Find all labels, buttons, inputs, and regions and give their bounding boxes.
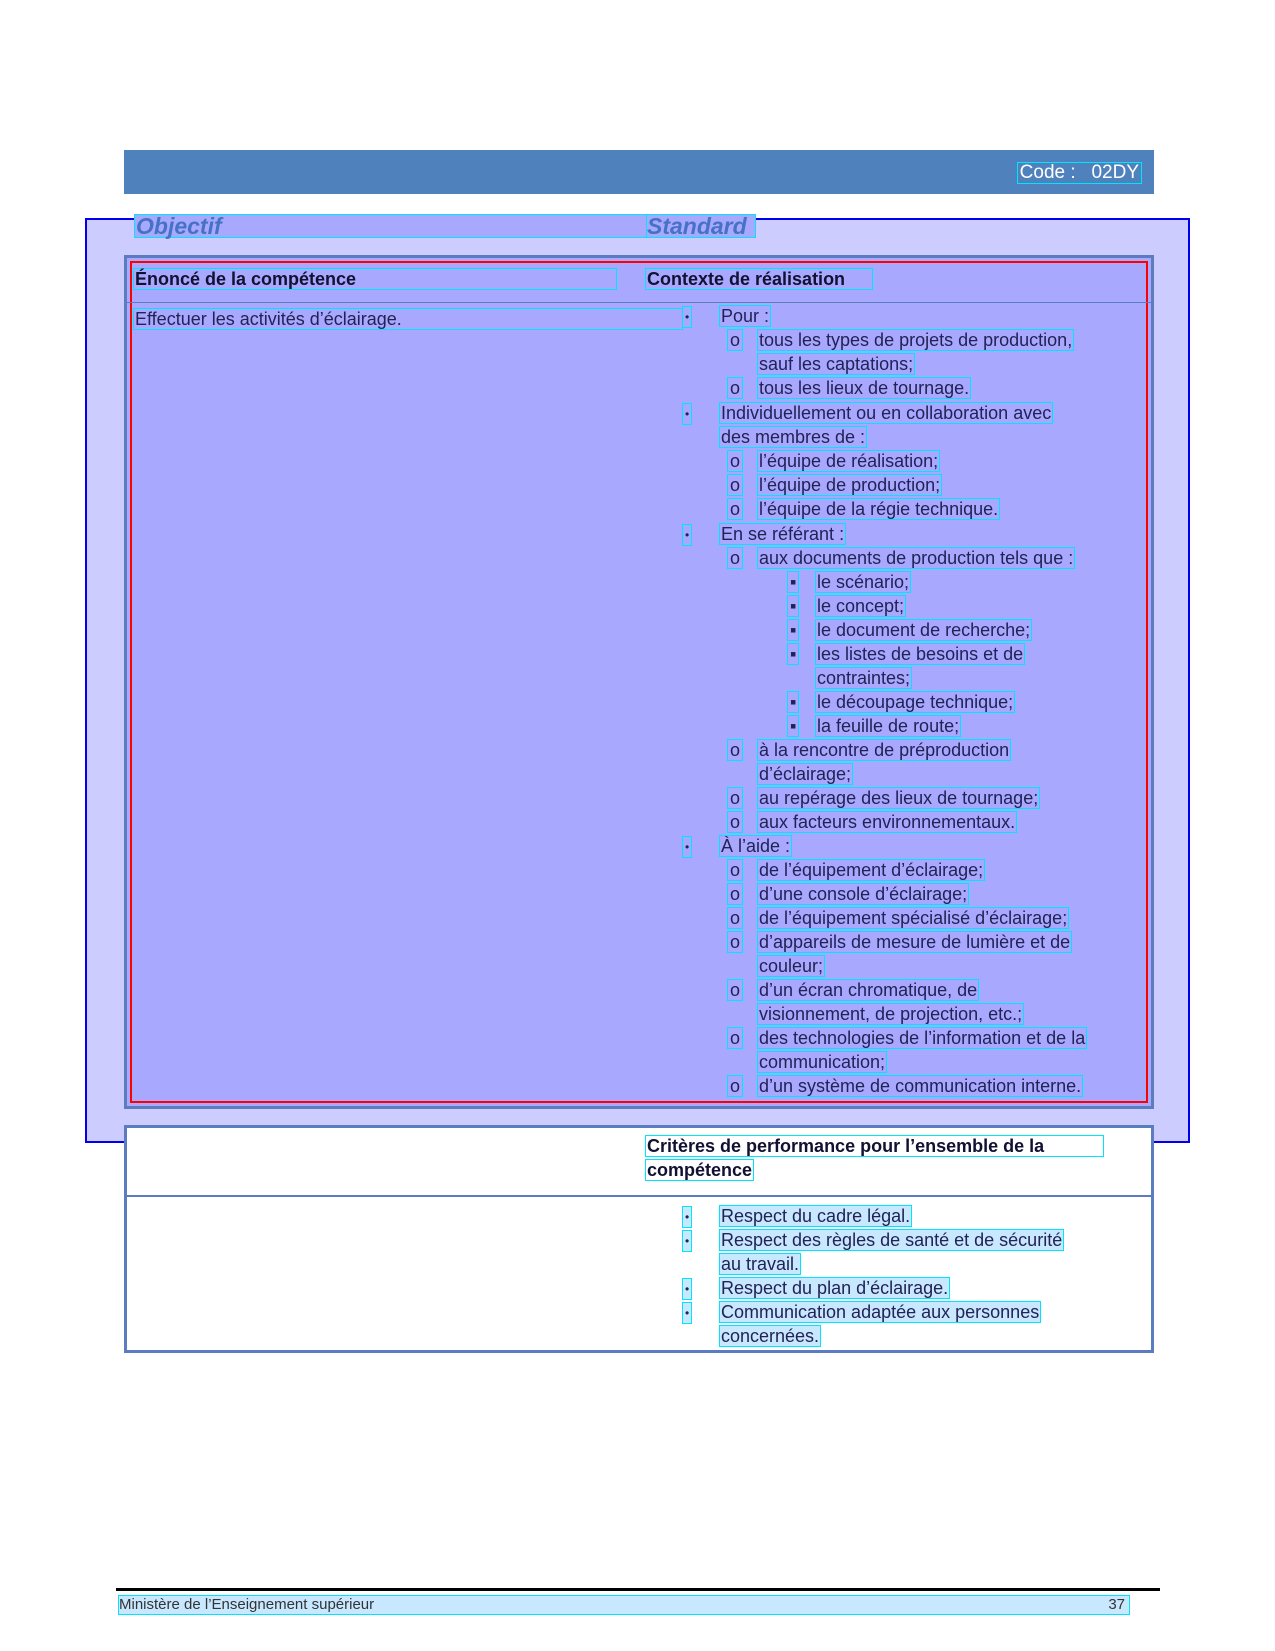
criteria-bullet: • — [682, 1278, 692, 1300]
subsub-marker: ▪ — [787, 571, 799, 593]
competency-code: Code : 02DY — [1017, 162, 1142, 184]
sub-marker: o — [727, 907, 743, 929]
heading-objectif: Objectif — [134, 214, 647, 238]
sub-marker: o — [727, 931, 743, 953]
context-line: contraintes; — [817, 668, 911, 688]
subsub-marker: ▪ — [787, 691, 799, 713]
context-line: Individuellement ou en collaboration avec — [721, 403, 1052, 423]
context-line: d’éclairage; — [759, 764, 852, 784]
context-line: des technologies de l’information et de la — [759, 1028, 1086, 1048]
table-header-divider — [127, 302, 1151, 303]
criteria-table — [124, 1125, 1154, 1353]
competency-table — [124, 255, 1154, 1109]
criteria-bullet: • — [682, 1230, 692, 1252]
bullet-marker: • — [682, 403, 692, 425]
subsub-marker: ▪ — [787, 619, 799, 641]
context-line: à la rencontre de préproduction — [759, 740, 1010, 760]
context-line: En se référant : — [721, 524, 845, 544]
context-line: l’équipe de la régie technique. — [759, 499, 999, 519]
page-number: 37 — [1108, 1596, 1125, 1613]
sub-marker: o — [727, 739, 743, 761]
context-line: d’une console d’éclairage; — [759, 884, 968, 904]
sub-marker: o — [727, 498, 743, 520]
context-line: le scénario; — [817, 572, 910, 592]
criteria-line: Respect du plan d’éclairage. — [721, 1278, 949, 1298]
context-line: l’équipe de réalisation; — [759, 451, 939, 471]
criteria-line: concernées. — [721, 1326, 820, 1346]
context-line: d’appareils de mesure de lumière et de — [759, 932, 1071, 952]
sub-marker: o — [727, 547, 743, 569]
context-line: communication; — [759, 1052, 886, 1072]
competency-table-frame — [130, 261, 1148, 1103]
context-line: À l’aide : — [721, 836, 791, 856]
sub-marker: o — [727, 474, 743, 496]
context-line: de l’équipement spécialisé d’éclairage; — [759, 908, 1068, 928]
footer-ministry: Ministère de l’Enseignement supérieur — [119, 1596, 375, 1613]
sub-marker: o — [727, 377, 743, 399]
context-line: le découpage technique; — [817, 692, 1014, 712]
subsub-marker: ▪ — [787, 715, 799, 737]
sub-marker: o — [727, 329, 743, 351]
context-line: de l’équipement d’éclairage; — [759, 860, 984, 880]
sub-marker: o — [727, 859, 743, 881]
context-line: aux facteurs environnementaux. — [759, 812, 1016, 832]
criteria-bullet: • — [682, 1302, 692, 1324]
context-line: au repérage des lieux de tournage; — [759, 788, 1039, 808]
context-line: Pour : — [721, 306, 770, 326]
context-line: la feuille de route; — [817, 716, 960, 736]
criteria-bullet: • — [682, 1206, 692, 1228]
sub-marker: o — [727, 787, 743, 809]
header-bar — [124, 150, 1154, 194]
criteria-header-divider — [127, 1195, 1151, 1197]
bullet-marker: • — [682, 524, 692, 546]
criteria-line: Respect du cadre légal. — [721, 1206, 911, 1226]
context-line: couleur; — [759, 956, 824, 976]
context-line: le document de recherche; — [817, 620, 1031, 640]
context-line: des membres de : — [721, 427, 866, 447]
context-line: le concept; — [817, 596, 905, 616]
col-head-enonce: Énoncé de la compétence — [133, 268, 617, 290]
heading-standard: Standard — [646, 214, 756, 238]
footer — [118, 1595, 1130, 1615]
context-line: visionnement, de projection, etc.; — [759, 1004, 1023, 1024]
sub-marker: o — [727, 883, 743, 905]
sub-marker: o — [727, 450, 743, 472]
context-line: l’équipe de production; — [759, 475, 941, 495]
col-head-contexte: Contexte de réalisation — [645, 268, 873, 290]
enonce-text: Effectuer les activités d’éclairage. — [133, 308, 683, 330]
context-line: tous les lieux de tournage. — [759, 378, 970, 398]
col-head-criteres-1: Critères de performance pour l’ensemble de la — [645, 1135, 1104, 1157]
context-line: aux documents de production tels que : — [759, 548, 1074, 568]
criteria-line: Respect des règles de santé et de sécurité — [721, 1230, 1063, 1250]
subsub-marker: ▪ — [787, 643, 799, 665]
footer-rule — [116, 1588, 1160, 1591]
sub-marker: o — [727, 1075, 743, 1097]
context-line: d’un système de communication interne. — [759, 1076, 1082, 1096]
context-line: les listes de besoins et de — [817, 644, 1024, 664]
bullet-marker: • — [682, 836, 692, 858]
bullet-marker: • — [682, 306, 692, 328]
context-line: sauf les captations; — [759, 354, 914, 374]
sub-marker: o — [727, 979, 743, 1001]
sub-marker: o — [727, 811, 743, 833]
sub-marker: o — [727, 1027, 743, 1049]
criteria-line: Communication adaptée aux personnes — [721, 1302, 1040, 1322]
criteria-line: au travail. — [721, 1254, 800, 1274]
context-line: d’un écran chromatique, de — [759, 980, 978, 1000]
context-line: tous les types de projets de production, — [759, 330, 1073, 350]
col-head-criteres-2: compétence — [647, 1160, 753, 1180]
subsub-marker: ▪ — [787, 595, 799, 617]
